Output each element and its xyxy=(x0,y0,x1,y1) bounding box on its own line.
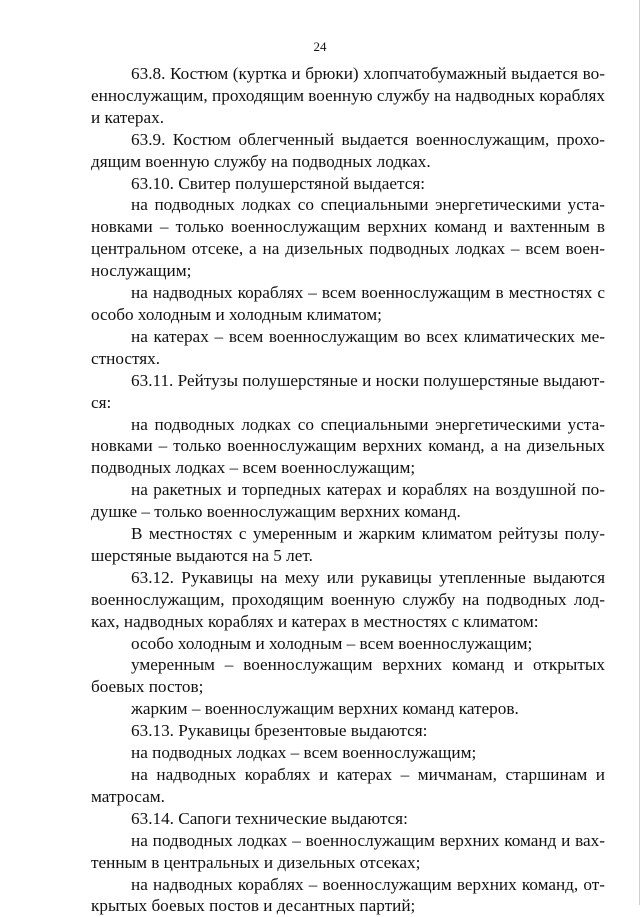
paragraph-63-10-boats: на катерах – всем военнослужащим во всех климатических местностях. xyxy=(91,326,605,368)
paragraph-63-12-hot: жарким – военнослужащим верхних команд катеров. xyxy=(131,699,519,719)
paragraph-63-11-climate-note: В местностях с умеренным и жарким климатом рейтузы полушерстяные выдаются на 5 лет. xyxy=(91,524,605,565)
paragraph-63-11-submarines: на подводных лодках со специальными энергетическими установками – только военнослужащим верхних команд, а на дизельных подводных лодках – всем военнослужащим; xyxy=(91,414,605,478)
paragraph-63-9: 63.9. Костюм облегченный выдается военнослужащим, проходящим военную службу на подводных лодках. xyxy=(91,129,605,171)
paragraph-63-14: 63.14. Сапоги технические выдаются: xyxy=(131,808,408,828)
paragraph-63-13-surface-ships: на надводных кораблях и катерах – мичманам, старшинам и матросам. xyxy=(91,765,605,806)
paragraph-63-10-surface-ships: на надводных кораблях – всем военнослужащим в местностях с особо холодным и холодным климатом; xyxy=(91,283,605,324)
paragraph-63-13: 63.13. Рукавицы брезентовые выдаются: xyxy=(131,721,428,741)
paragraph-63-12-moderate: умеренным – военнослужащим верхних команд и открытых боевых постов; xyxy=(91,655,605,697)
paragraph-63-10-submarines: на подводных лодках со специальными энергетическими установками – только военнослужащим верхних команд и вахтенным в центральном отсеке, а на дизельных подводных лодках – всем военнослужащим; xyxy=(91,195,605,281)
paragraph-63-12: 63.12. Рукавицы на меху или рукавицы утепленные выдаются военнослужащим, проходящим военную службу на подводных лодках, надводных кораблях и катерах в местностях с климатом: xyxy=(91,567,605,631)
paragraph-63-11-missile-boats: на ракетных и торпедных катерах и кораблях на воздушной подушке – только военнослужащим верхних команд. xyxy=(91,480,605,522)
page-number: 24 xyxy=(313,39,327,54)
paragraph-63-10: 63.10. Свитер полушерстяной выдается: xyxy=(131,173,426,193)
paragraph-63-14-surface-ships: на надводных кораблях – военнослужащим верхних команд, открытых боевых постов и десантных партий; xyxy=(91,874,605,916)
paragraph-63-14-submarines: на подводных лодках – военнослужащим верхних команд и вахтенным в центральных и дизельных отсеках; xyxy=(91,830,605,872)
paragraph-63-8: 63.8. Костюм (куртка и брюки) хлопчатобумажный выдается военнослужащим, проходящим военную службу на надводных кораблях и катерах. xyxy=(91,64,605,127)
paragraph-63-13-submarines: на подводных лодках – всем военнослужащим; xyxy=(131,743,477,763)
paragraph-63-12-cold: особо холодным и холодным – всем военнослужащим; xyxy=(131,633,533,653)
document-body xyxy=(91,63,605,917)
paragraph-63-11: 63.11. Рейтузы полушерстяные и носки полушерстяные выдаются: xyxy=(91,370,605,412)
